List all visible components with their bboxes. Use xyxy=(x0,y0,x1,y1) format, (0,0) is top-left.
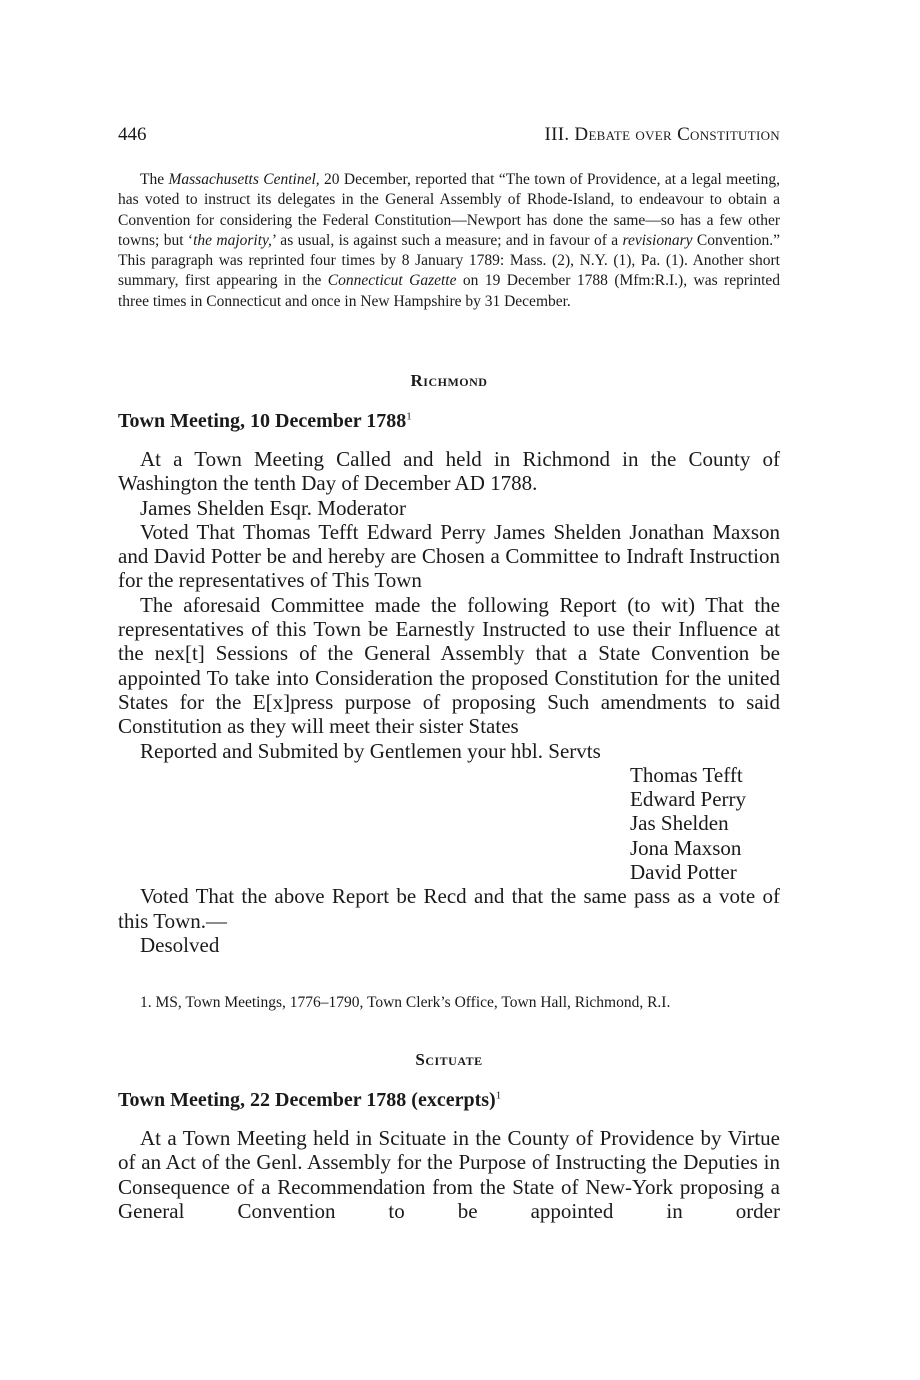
scituate-record xyxy=(118,1126,780,1223)
publication-title: Massachusetts Centinel, xyxy=(168,171,320,188)
subheading-scituate xyxy=(118,1089,780,1112)
footnote-text: 1. MS, Town Meetings, 1776–1790, Town Clerk’s Office, Town Hall, Richmond, R.I. xyxy=(140,994,671,1011)
running-section-title: III. Debate over Constitution xyxy=(544,124,780,145)
note-text: 20 December, reported that “The town of Providence, at a legal meeting, has voted to instruct its delegates in the General Assembly of Rhode-Island, to endeavour to obtain a Convention for considering the Federal Constitution—Newport has done the same—so has a few other towns; but ‘ xyxy=(118,171,780,249)
publication-title: Connecticut Gazette xyxy=(327,272,457,290)
footnote-reference: 1 xyxy=(495,1089,502,1102)
running-header xyxy=(118,124,780,148)
body-paragraph: At a Town Meeting held in Scituate in the County of Providence by Virtue of an Act of the Genl. Assembly for the Purpose of Instructing the Deputies in Consequence of a Recommendation from the State of New-York proposing a General Convention to be appointed in order xyxy=(118,1126,780,1223)
signatory: Jas Shelden xyxy=(630,811,729,836)
body-paragraph: The aforesaid Committee made the following Report (to wit) That the representatives of this Town be Earnestly Instructed to use their Influence at the nex[t] Sessions of the General Assembly that a State Convention be appointed To take into Consideration the proposed Constitution for the united States for the E[x]press purpose of proposing Such amendments to said Constitution as they will meet their sister States xyxy=(118,592,780,739)
subheading-text: Town Meeting, 10 December 1788 xyxy=(118,410,407,432)
body-paragraph: Voted That the above Report be Recd and that the same pass as a vote of this Town.— xyxy=(118,884,780,933)
editorial-note-paragraph xyxy=(118,170,780,312)
signatory-list xyxy=(118,763,780,884)
subheading-text: Town Meeting, 22 December 1788 (excerpts) xyxy=(118,1089,496,1111)
body-paragraph: Desolved xyxy=(140,932,220,957)
editorial-note xyxy=(118,170,780,312)
page-number: 446 xyxy=(118,124,147,145)
section-heading-richmond: Richmond xyxy=(410,371,488,390)
body-paragraph: James Shelden Esqr. Moderator xyxy=(140,495,406,520)
note-text: Convention.” This paragraph was reprinted four times by 8 January 1789: Mass. (2), N.Y. (1), Pa. (1). Another short summary, first appearing in the xyxy=(118,231,780,290)
body-paragraph: Voted That Thomas Tefft Edward Perry James Shelden Jonathan Maxson and David Potter be and hereby are Chosen a Committee to Indraft Instruction for the representatives of This Town xyxy=(118,519,780,593)
section-heading-scituate: Scituate xyxy=(415,1050,483,1069)
footnote-reference: 1 xyxy=(406,410,412,423)
signatory: Edward Perry xyxy=(630,787,747,812)
body-paragraph: Reported and Submited by Gentlemen your hbl. Servts xyxy=(140,738,601,763)
note-text: on 19 December 1788 (Mfm:R.I.), was reprinted three times in Connecticut and once in New Hampshire by 31 December. xyxy=(118,272,780,310)
note-text: ’ as usual, is against such a measure; and in favour of a xyxy=(271,231,623,249)
emphasized-text: the majority, xyxy=(193,231,272,249)
signatory: David Potter xyxy=(630,860,737,885)
signatory: Jona Maxson xyxy=(630,835,742,860)
richmond-record xyxy=(118,447,780,957)
signatory: Thomas Tefft xyxy=(630,762,743,787)
emphasized-text: revisionary xyxy=(622,231,693,249)
note-text: The xyxy=(140,171,169,188)
footnote-richmond xyxy=(118,993,780,1013)
subheading-richmond xyxy=(118,410,780,433)
body-paragraph: At a Town Meeting Called and held in Richmond in the County of Washington the tenth Day of December AD 1788. xyxy=(118,447,780,496)
